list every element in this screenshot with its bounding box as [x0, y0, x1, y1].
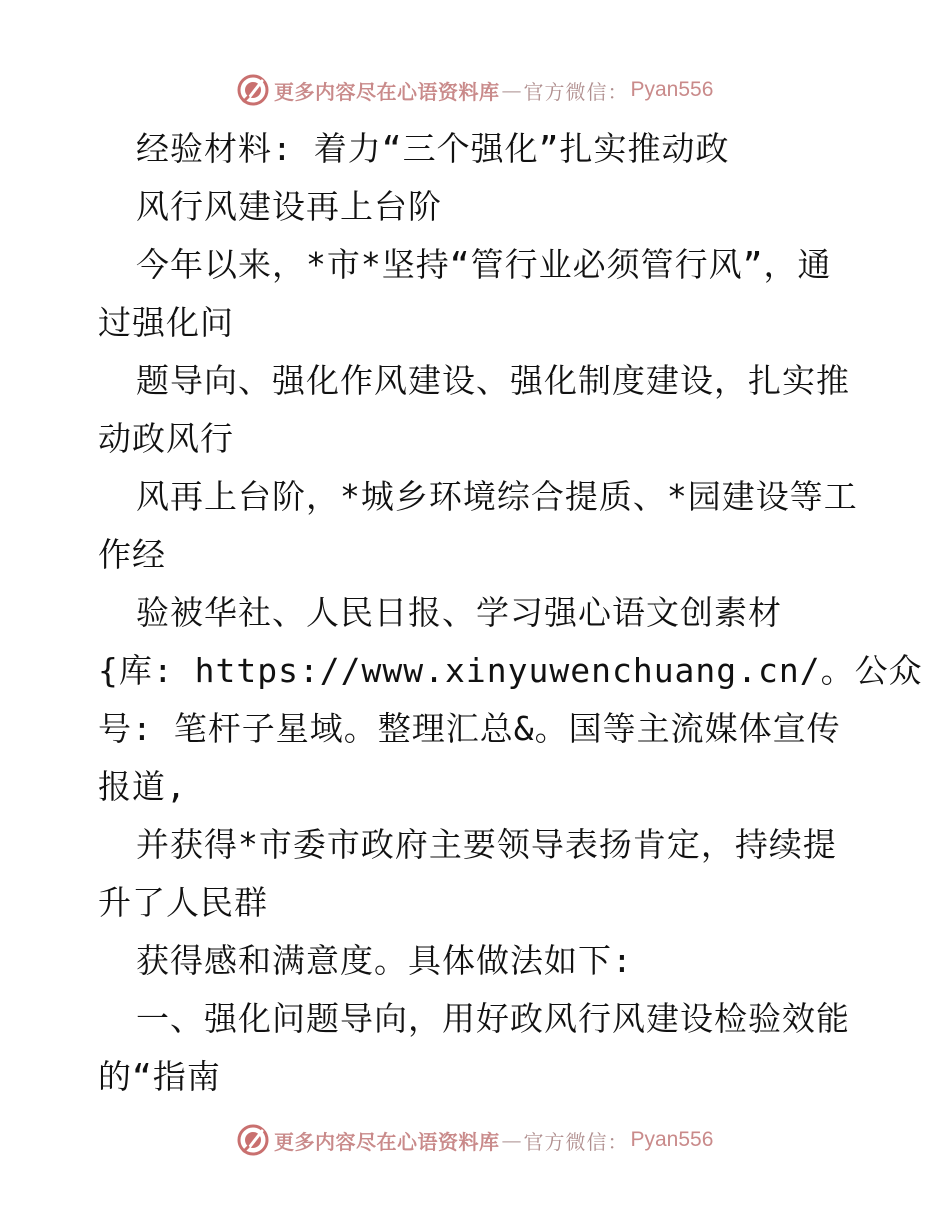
- document-body: [98, 120, 923, 1106]
- watermark-label: 官方微信：: [523, 1129, 629, 1154]
- watermark-brand: 更多内容尽在心语资料库: [274, 1129, 500, 1154]
- title-line-1: 经验材料: 着力“三个强化”扎实推动政: [136, 129, 730, 168]
- text-line: 报道,: [98, 767, 187, 806]
- brand-logo-icon: [236, 73, 270, 107]
- text-line: 获得感和满意度。具体做法如下:: [136, 941, 633, 980]
- text-line: 并获得*市委市政府主要领导表扬肯定，持续提: [136, 825, 837, 864]
- text-line: 题导向、强化作风建设、强化制度建设，扎实推: [136, 361, 850, 400]
- watermark-brand: 更多内容尽在心语资料库: [274, 79, 500, 104]
- section-heading: 一、强化问题导向，用好政风行风建设检验效能: [136, 999, 850, 1038]
- text-line: 今年以来，*市*坚持“管行业必须管行风”，通: [136, 245, 832, 284]
- watermark-dash: —: [501, 1128, 522, 1152]
- text-line: 风再上台阶，*城乡环境综合提质、*园建设等工: [136, 477, 858, 516]
- title-line-2: 风行风建设再上台阶: [136, 187, 442, 226]
- text-line: 升了人民群: [98, 883, 268, 922]
- watermark-id: Pyan556: [630, 1128, 714, 1151]
- watermark-label: 官方微信：: [523, 79, 629, 104]
- watermark-id: Pyan556: [630, 78, 714, 101]
- text-line: 验被华社、人民日报、学习强心语文创素材: [136, 593, 782, 632]
- text-line: 过强化问: [98, 303, 234, 342]
- watermark-dash: —: [501, 78, 522, 102]
- text-line: 号: 笔杆子星域。整理汇总&。国等主流媒体宣传: [98, 709, 841, 748]
- text-line: 动政风行: [98, 419, 234, 458]
- footer-watermark: [236, 1122, 713, 1158]
- header-watermark: [236, 72, 713, 108]
- text-line: 的“指南: [98, 1057, 221, 1096]
- text-line: 作经: [98, 535, 166, 574]
- brand-logo-icon: [236, 1123, 270, 1157]
- text-line: {库: https://www.xinyuwenchuang.cn/。公众: [98, 651, 923, 690]
